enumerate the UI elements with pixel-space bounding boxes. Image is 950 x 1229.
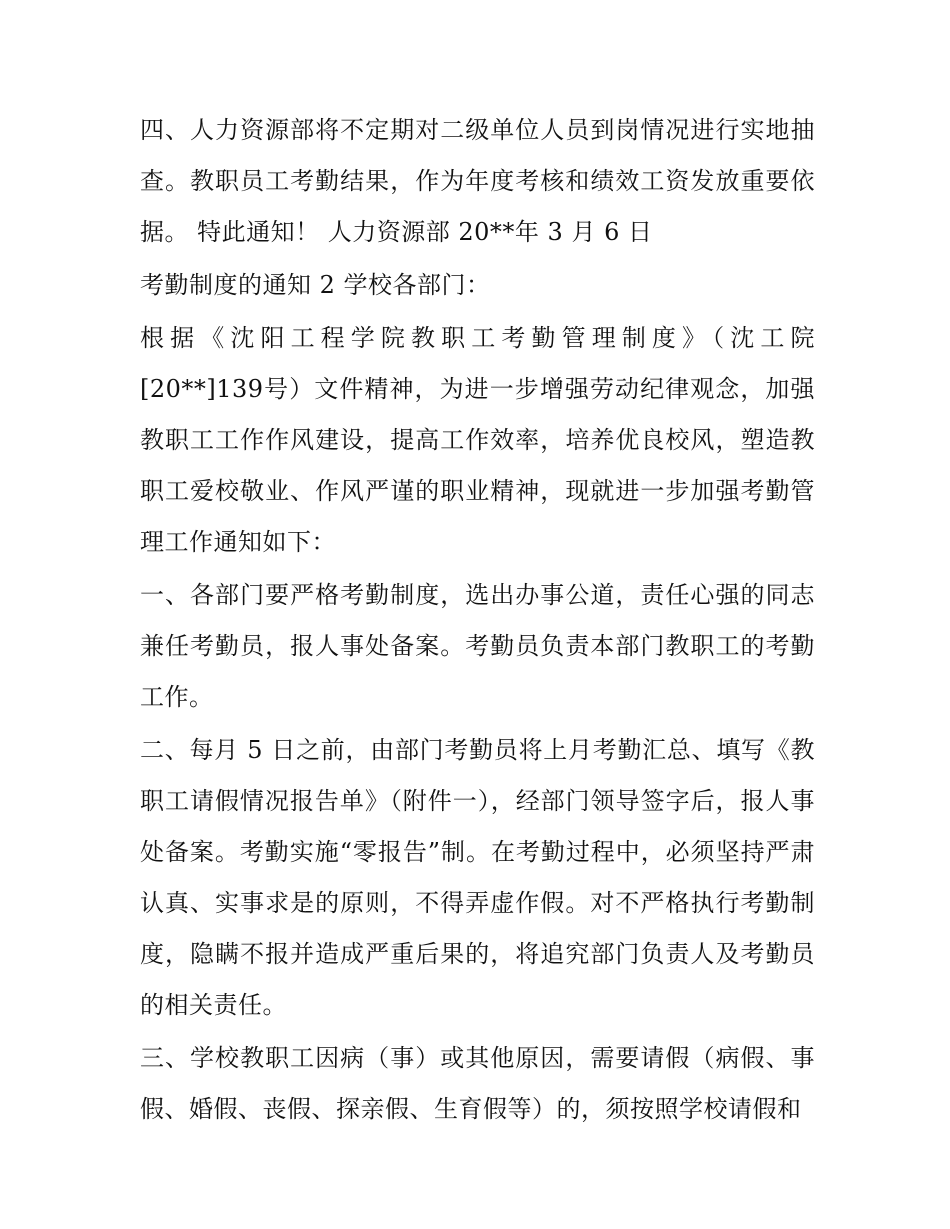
paragraph-section-four: 四、人力资源部将不定期对二级单位人员到岗情况进行实地抽查。教职员工考勤结果，作为年度考核和绩效工资发放重要依据。 特此通知！ 人力资源部 20**年 3 月 6 日	[140, 116, 815, 246]
paragraph-notice-heading: 考勤制度的通知 2 学校各部门：	[140, 271, 491, 299]
paragraph-section-one: 一、各部门要严格考勤制度，选出办事公道，责任心强的同志兼任考勤员，报人事处备案。考勤员负责本部门教职工的考勤工作。	[140, 581, 815, 711]
paragraph-section-three: 三、学校教职工因病（事）或其他原因，需要请假（病假、事假、婚假、丧假、探亲假、生育假等）的，须按照学校请假和	[140, 1044, 815, 1123]
paragraph-intro: 根据《沈阳工程学院教职工考勤管理制度》（沈工院[20**]139号）文件精神，为进一步增强劳动纪律观念，加强教职工工作作风建设，提高工作效率，培养优良校风，塑造教职工爱校敬业、作风严谨的职业精神，现就进一步加强考勤管理工作通知如下：	[140, 324, 815, 556]
paragraph-section-two: 二、每月 5 日之前，由部门考勤员将上月考勤汇总、填写《教职工请假情况报告单》（附件一），经部门领导签字后，报人事处备案。考勤实施“零报告”制。在考勤过程中，必须坚持严肃认真、实事求是的原则，不得弄虚作假。对不严格执行考勤制度，隐瞒不报并造成严重后果的，将追究部门负责人及考勤员的相关责任。	[140, 736, 815, 1019]
document-body	[140, 105, 815, 1137]
